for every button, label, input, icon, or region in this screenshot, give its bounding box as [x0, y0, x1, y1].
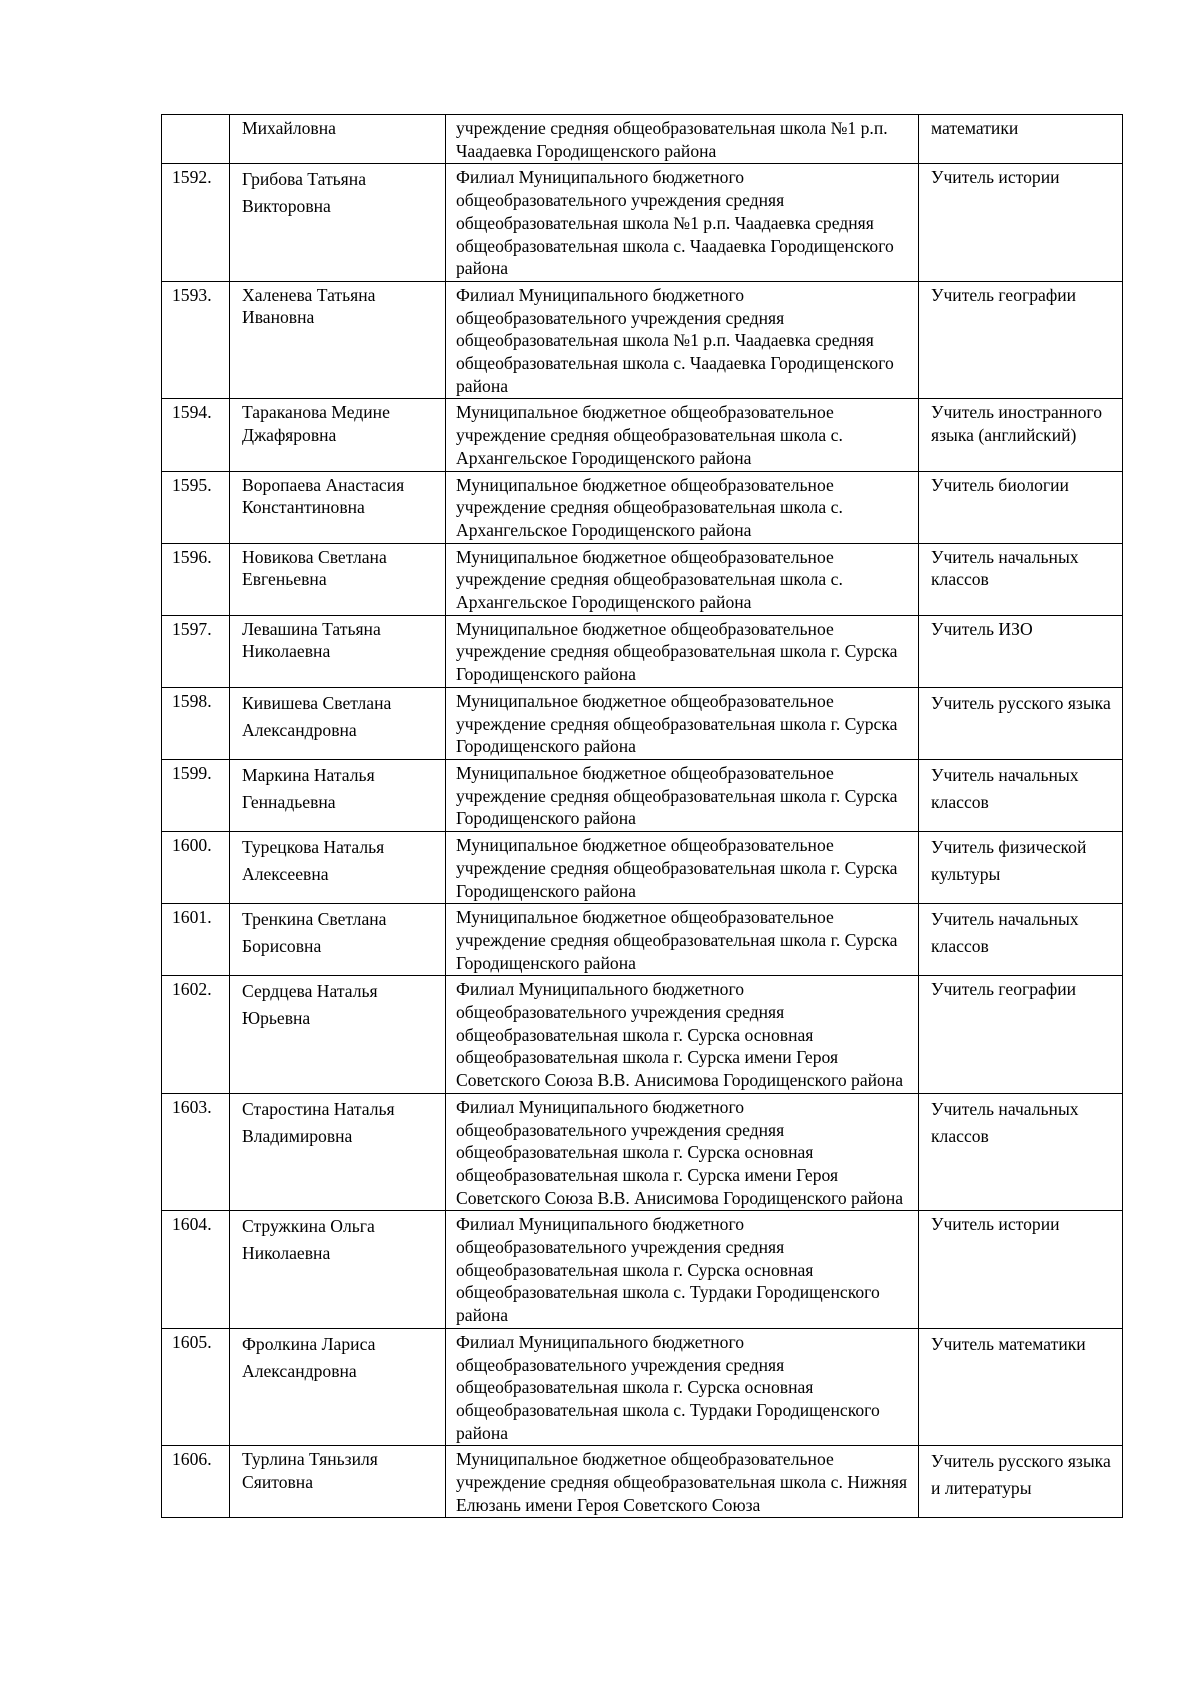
row-number-cell — [162, 1211, 230, 1329]
row-number: 1597. — [172, 618, 212, 639]
row-number: 1604. — [172, 1214, 212, 1235]
school-name-cell — [446, 281, 919, 399]
row-number: 1599. — [172, 762, 212, 783]
teacher-position-cell — [919, 471, 1123, 543]
teacher-position: математики — [931, 118, 1019, 138]
table-row — [162, 1211, 1123, 1329]
teacher-name: Стружкина Ольга Николаевна — [242, 1216, 375, 1264]
teacher-name: Левашина Татьяна Николаевна — [242, 618, 381, 662]
table-row — [162, 281, 1123, 399]
teacher-position-cell — [919, 1211, 1123, 1329]
table-row — [162, 471, 1123, 543]
table-row — [162, 115, 1123, 164]
teacher-position-cell — [919, 976, 1123, 1094]
teacher-position-cell — [919, 399, 1123, 471]
teacher-position-cell — [919, 1446, 1123, 1518]
teacher-position-cell — [919, 687, 1123, 759]
row-number: 1600. — [172, 835, 212, 856]
teacher-name: Тараканова Медине Джафяровна — [242, 402, 390, 445]
row-number: 1603. — [172, 1096, 212, 1117]
table-row — [162, 399, 1123, 471]
teacher-name-cell — [230, 543, 446, 615]
school-name: Муниципальное бюджетное общеобразовательное учреждение средняя общеобразовательная школа г. Сурска Городищенского района — [456, 762, 898, 829]
teacher-position: Учитель ИЗО — [931, 618, 1033, 639]
teacher-name-cell — [230, 399, 446, 471]
teacher-name: Халенева Татьяна Ивановна — [242, 284, 376, 328]
teacher-position: Учитель начальных классов — [931, 546, 1079, 590]
teacher-name-cell — [230, 471, 446, 543]
row-number: 1601. — [172, 907, 212, 928]
table-row — [162, 976, 1123, 1094]
row-number-cell — [162, 115, 230, 164]
teacher-position: Учитель начальных классов — [931, 764, 1079, 812]
school-name: Муниципальное бюджетное общеобразовательное учреждение средняя общеобразовательная школа г. Сурска Городищенского района — [456, 835, 898, 901]
row-number-cell — [162, 1093, 230, 1211]
teacher-position-cell — [919, 281, 1123, 399]
teacher-name-cell — [230, 1093, 446, 1211]
school-name-cell — [446, 543, 919, 615]
teacher-name-cell — [230, 1328, 446, 1446]
row-number-cell — [162, 164, 230, 282]
row-number: 1594. — [172, 402, 212, 423]
teacher-position-cell — [919, 115, 1123, 164]
school-name: Муниципальное бюджетное общеобразовательное учреждение средняя общеобразовательная школа г. Сурска Городищенского района — [456, 690, 898, 757]
school-name: Филиал Муниципального бюджетного общеобразовательного учреждения средняя общеобразовательная школа г. Сурска основная общеобразовательная школа с. Турдаки Городищенского района — [456, 1331, 880, 1443]
teacher-position-cell — [919, 904, 1123, 976]
school-name: Филиал Муниципального бюджетного общеобразовательного учреждения средняя общеобразовательная школа г. Сурска основная общеобразовательная школа с. Турдаки Городищенского района — [456, 1214, 880, 1326]
teacher-name: Фролкина Лариса Александровна — [242, 1333, 376, 1381]
teacher-name-cell — [230, 832, 446, 904]
teacher-name: Тренкина Светлана Борисовна — [242, 909, 387, 957]
row-number-cell — [162, 1446, 230, 1518]
row-number-cell — [162, 399, 230, 471]
school-name-cell — [446, 1211, 919, 1329]
school-name-cell — [446, 471, 919, 543]
teacher-name: Новикова Светлана Евгеньевна — [242, 546, 387, 590]
teacher-position-cell — [919, 1328, 1123, 1446]
row-number: 1596. — [172, 546, 212, 567]
school-name-cell — [446, 976, 919, 1094]
school-name: Муниципальное бюджетное общеобразовательное учреждение средняя общеобразовательная школа с. Архангельское Городищенского района — [456, 402, 843, 468]
teacher-position: Учитель физической культуры — [931, 837, 1087, 885]
row-number: 1592. — [172, 167, 212, 188]
row-number-cell — [162, 281, 230, 399]
school-name: Муниципальное бюджетное общеобразовательное учреждение средняя общеобразовательная школа с. Архангельское Городищенского района — [456, 546, 843, 613]
school-name-cell — [446, 904, 919, 976]
school-name: Муниципальное бюджетное общеобразовательное учреждение средняя общеобразовательная школа с. Архангельское Городищенского района — [456, 474, 843, 540]
school-name-cell — [446, 1328, 919, 1446]
teacher-name-cell — [230, 976, 446, 1094]
teacher-position: Учитель географии — [931, 284, 1077, 305]
teacher-name-cell — [230, 904, 446, 976]
teacher-position: Учитель начальных классов — [931, 1098, 1079, 1146]
teacher-position-cell — [919, 759, 1123, 831]
teacher-name-cell — [230, 281, 446, 399]
row-number: 1606. — [172, 1449, 212, 1470]
table-row — [162, 832, 1123, 904]
school-name: Филиал Муниципального бюджетного общеобразовательного учреждения средняя общеобразовательная школа г. Сурска основная общеобразовательная школа г. Сурска имени Героя Советского Союза В.В. Анисимова Городищенского района — [456, 1096, 904, 1208]
teacher-name: Михайловна — [242, 118, 336, 138]
row-number: 1593. — [172, 284, 212, 305]
teacher-name: Воропаева Анастасия Константиновна — [242, 474, 405, 518]
teacher-name: Сердцева Наталья Юрьевна — [242, 981, 378, 1029]
teacher-name-cell — [230, 759, 446, 831]
teacher-name: Кивишева Светлана Александровна — [242, 692, 392, 740]
teacher-name-cell — [230, 615, 446, 687]
table-row — [162, 1093, 1123, 1211]
school-name-cell — [446, 687, 919, 759]
row-number-cell — [162, 687, 230, 759]
teacher-position-cell — [919, 615, 1123, 687]
teacher-name-cell — [230, 115, 446, 164]
teacher-position: Учитель русского языка — [931, 692, 1111, 713]
school-name: учреждение средняя общеобразовательная школа №1 р.п. Чаадаевка Городищенского района — [456, 118, 888, 161]
row-number-cell — [162, 615, 230, 687]
row-number: 1605. — [172, 1331, 212, 1352]
teacher-name-cell — [230, 687, 446, 759]
school-name-cell — [446, 1093, 919, 1211]
row-number: 1595. — [172, 474, 212, 495]
teacher-name-cell — [230, 164, 446, 282]
row-number-cell — [162, 543, 230, 615]
table-row — [162, 543, 1123, 615]
teacher-position: Учитель математики — [931, 1333, 1086, 1354]
row-number-cell — [162, 1328, 230, 1446]
school-name-cell — [446, 1446, 919, 1518]
table-body — [162, 115, 1123, 1518]
row-number-cell — [162, 832, 230, 904]
school-name: Муниципальное бюджетное общеобразовательное учреждение средняя общеобразовательная школа г. Сурска Городищенского района — [456, 907, 898, 973]
teacher-name-cell — [230, 1211, 446, 1329]
teacher-position-cell — [919, 1093, 1123, 1211]
teacher-position: Учитель истории — [931, 167, 1060, 188]
table-row — [162, 904, 1123, 976]
table-row — [162, 1328, 1123, 1446]
table-row — [162, 615, 1123, 687]
row-number-cell — [162, 471, 230, 543]
table-row — [162, 164, 1123, 282]
teacher-name: Старостина Наталья Владимировна — [242, 1098, 395, 1146]
teacher-name: Турлина Тяньзиля Сяитовна — [242, 1449, 378, 1492]
teacher-position: Учитель русского языка и литературы — [931, 1451, 1111, 1499]
school-name-cell — [446, 832, 919, 904]
teacher-position-cell — [919, 832, 1123, 904]
school-name: Филиал Муниципального бюджетного общеобразовательного учреждения средняя общеобразовательная школа №1 р.п. Чаадаевка средняя общеобразовательная школа с. Чаадаевка Городищенского района — [456, 284, 894, 396]
teacher-position-cell — [919, 543, 1123, 615]
teacher-name: Грибова Татьяна Викторовна — [242, 169, 366, 217]
teacher-position: Учитель географии — [931, 979, 1077, 1000]
teacher-name: Турецкова Наталья Алексеевна — [242, 837, 385, 885]
school-name: Муниципальное бюджетное общеобразовательное учреждение средняя общеобразовательная школа г. Сурска Городищенского района — [456, 618, 898, 685]
teacher-name-cell — [230, 1446, 446, 1518]
teacher-position: Учитель биологии — [931, 474, 1069, 495]
school-name: Филиал Муниципального бюджетного общеобразовательного учреждения средняя общеобразовательная школа г. Сурска основная общеобразовательная школа г. Сурска имени Героя Советского Союза В.В. Анисимова Городищенского района — [456, 979, 904, 1091]
school-name-cell — [446, 399, 919, 471]
table-row — [162, 1446, 1123, 1518]
school-name-cell — [446, 164, 919, 282]
row-number: 1602. — [172, 979, 212, 1000]
school-name-cell — [446, 759, 919, 831]
table-row — [162, 759, 1123, 831]
school-name-cell — [446, 615, 919, 687]
school-name: Филиал Муниципального бюджетного общеобразовательного учреждения средняя общеобразовательная школа №1 р.п. Чаадаевка средняя общеобразовательная школа с. Чаадаевка Городищенского района — [456, 167, 894, 279]
row-number-cell — [162, 976, 230, 1094]
teacher-name: Маркина Наталья Геннадьевна — [242, 764, 375, 812]
table-row — [162, 687, 1123, 759]
row-number-cell — [162, 904, 230, 976]
teacher-position: Учитель начальных классов — [931, 909, 1079, 957]
teacher-position: Учитель иностранного языка (английский) — [931, 402, 1103, 445]
teacher-position-cell — [919, 164, 1123, 282]
row-number-cell — [162, 759, 230, 831]
teachers-table — [161, 114, 1123, 1518]
school-name: Муниципальное бюджетное общеобразовательное учреждение средняя общеобразовательная школа с. Нижняя Елюзань имени Героя Советского Союза — [456, 1449, 908, 1515]
teacher-position: Учитель истории — [931, 1214, 1060, 1235]
row-number: 1598. — [172, 690, 212, 711]
school-name-cell — [446, 115, 919, 164]
